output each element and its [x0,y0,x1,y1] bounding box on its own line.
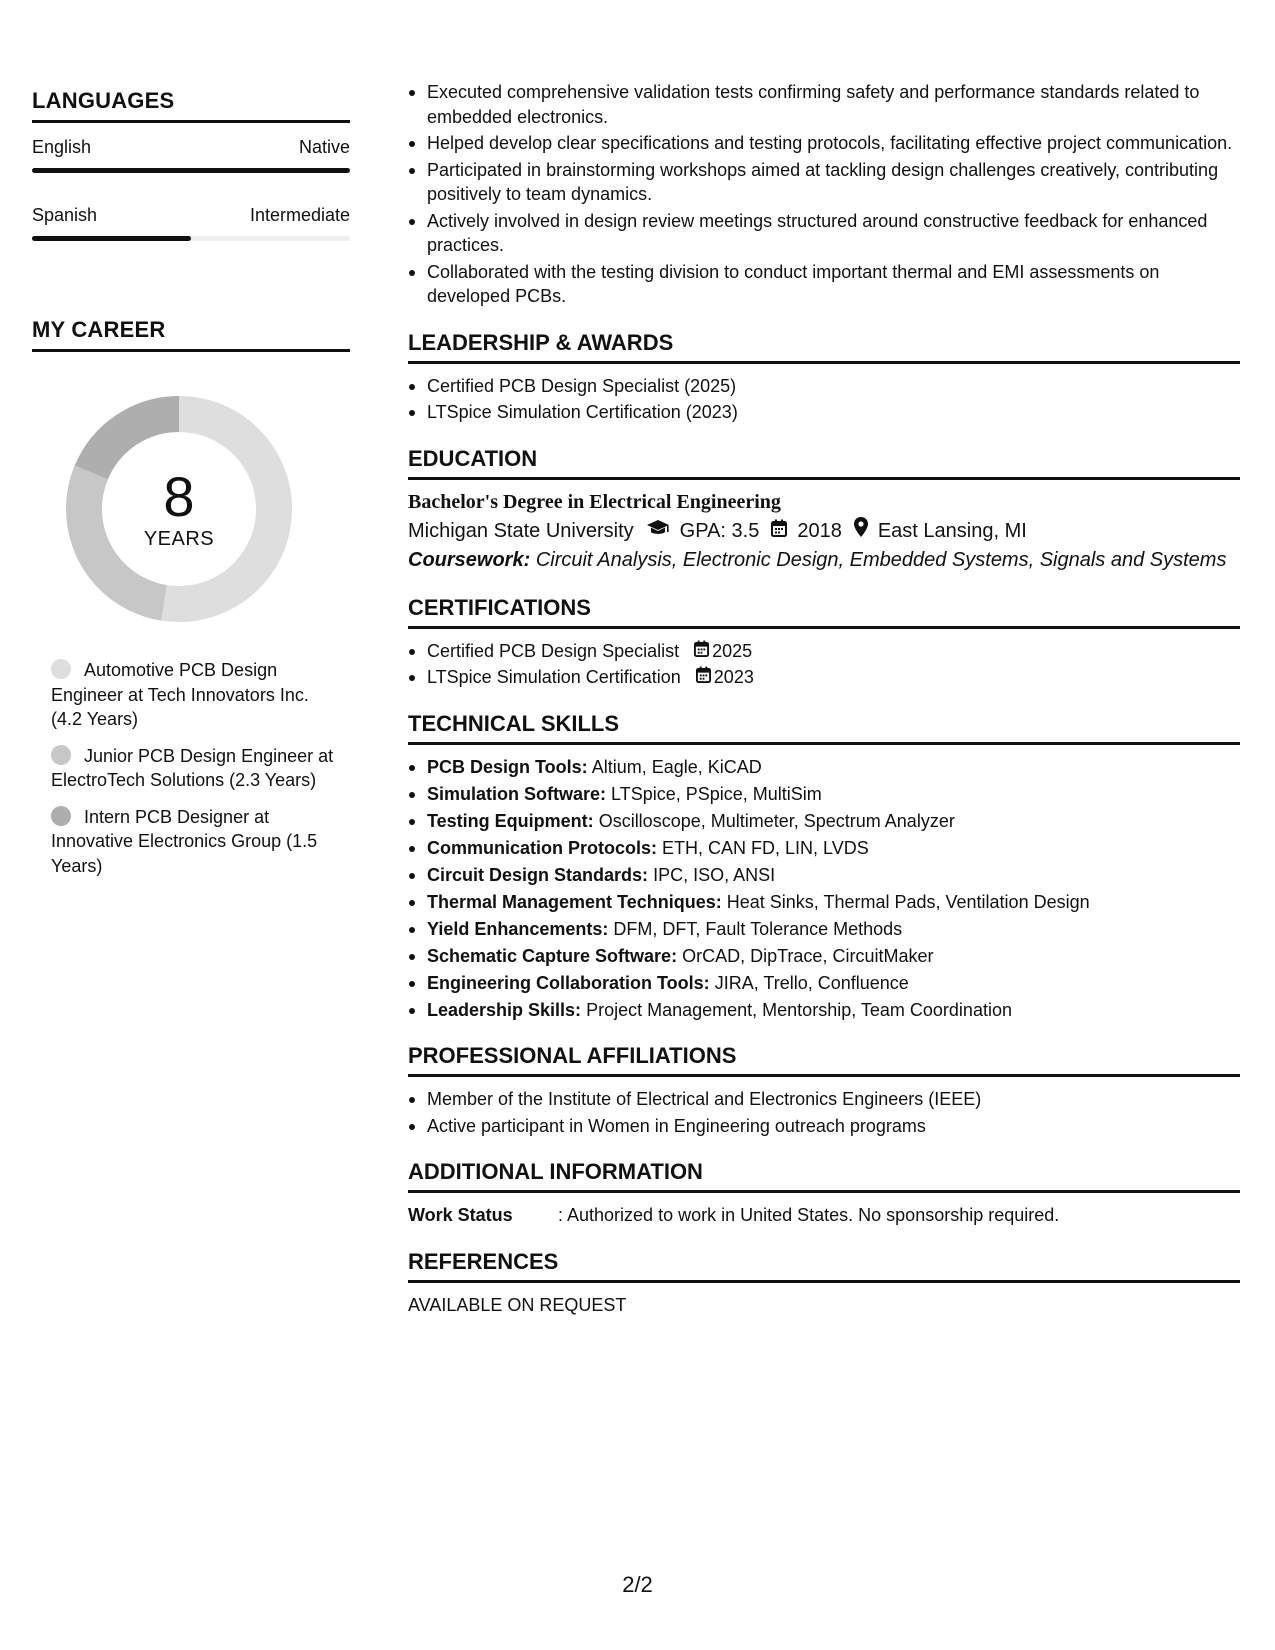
language-bar [32,168,350,173]
map-pin-icon [854,516,868,546]
work-status-row [408,1203,1240,1228]
certification-year: 2023 [713,667,754,687]
skills-section [408,710,1240,1023]
list-item: Certified PCB Design Specialist (2025) [408,374,1240,399]
list-item [408,755,1240,780]
legend-label: Automotive PCB Design Engineer at Tech Innovators Inc. (4.2 Years) [51,660,309,729]
language-bar [32,236,350,241]
legend-item [51,658,341,732]
affiliations-section [408,1042,1240,1138]
calendar-icon [771,516,787,546]
legend-label: Intern PCB Designer at Innovative Electronics Group (1.5 Years) [51,806,318,876]
leadership-title: LEADERSHIP & AWARDS [408,329,1240,364]
degree-title: Bachelor's Degree in Electrical Engineering [408,490,781,513]
calendar-icon [694,639,712,664]
skill-value: LTSpice, PSpice, MultiSim [611,783,822,804]
language-english [32,137,350,173]
legend-label: Junior PCB Design Engineer at ElectroTech Solutions (2.3 Years) [51,745,334,790]
graduation-cap-icon [646,516,670,546]
career-title: MY CAREER [32,317,350,352]
skill-label: Communication Protocols: [427,837,658,858]
skill-label: Thermal Management Techniques: [427,891,722,912]
skill-label: Yield Enhancements: [427,918,609,939]
language-bar-fill [32,168,350,173]
career-legend [51,658,341,878]
list-item: LTSpice Simulation Certification (2023) [408,400,1240,425]
language-level: Native [298,137,350,157]
list-item [408,917,1240,942]
legend-dot [51,806,71,826]
list-item: Helped develop clear specifications and testing protocols, facilitating effective project communication. [408,131,1240,156]
list-item [408,971,1240,996]
language-name: English [32,137,92,157]
list-item [408,639,1240,664]
language-name: Spanish [32,205,98,225]
career-total-number: 8 [163,464,195,528]
coursework [408,546,1240,574]
career-total-unit: YEARS [143,527,215,550]
skill-value: JIRA, Trello, Confluence [714,972,909,993]
skill-value: Oscilloscope, Multimeter, Spectrum Analyzer [598,810,955,831]
gpa: GPA: 3.5 [679,519,760,542]
education-details [408,516,1240,546]
calendar-icon [696,665,714,690]
affiliations-title: PROFESSIONAL AFFILIATIONS [408,1042,1240,1077]
languages-title: LANGUAGES [32,88,350,123]
graduation-year: 2018 [797,519,842,542]
skill-label: PCB Design Tools: [427,756,588,777]
legend-dot [51,659,71,679]
skills-title: TECHNICAL SKILLS [408,710,1240,745]
list-item [408,890,1240,915]
career-donut-chart [66,396,292,622]
right-column [408,80,1240,1317]
skill-value: ETH, CAN FD, LIN, LVDS [662,837,869,858]
skill-label: Simulation Software: [427,783,607,804]
language-spanish [32,205,350,241]
skill-label: Engineering Collaboration Tools: [427,972,710,993]
skill-label: Circuit Design Standards: [427,864,649,885]
education-location: East Lansing, MI [877,519,1027,542]
list-item: Participated in brainstorming workshops aimed at tackling design challenges creatively, contributing positively to team dynamics. [408,158,1240,207]
list-item [408,944,1240,969]
additional-section [408,1158,1240,1228]
education-section [408,445,1240,574]
legend-item [51,744,341,793]
work-status-label: Work Status [408,1205,513,1225]
leadership-section [408,329,1240,425]
skill-value: DFM, DFT, Fault Tolerance Methods [613,918,903,939]
skill-label: Leadership Skills: [427,999,582,1020]
certification-name: Certified PCB Design Specialist [427,640,680,661]
experience-bullets [408,80,1240,309]
list-item [408,836,1240,861]
left-column [32,88,350,890]
education-title: EDUCATION [408,445,1240,480]
list-item: Collaborated with the testing division to conduct important thermal and EMI assessments on developed PCBs. [408,260,1240,309]
references-text: AVAILABLE ON REQUEST [408,1294,627,1315]
legend-item [51,805,341,879]
skill-value: IPC, ISO, ANSI [653,864,776,885]
skill-value: Project Management, Mentorship, Team Coordination [586,999,1012,1020]
skill-value: Altium, Eagle, KiCAD [591,756,762,777]
certification-year: 2025 [712,640,753,661]
list-item [408,782,1240,807]
work-status-value: : Authorized to work in United States. No sponsorship required. [558,1205,1060,1225]
skill-value: OrCAD, DipTrace, CircuitMaker [682,945,934,966]
coursework-list: Circuit Analysis, Electronic Design, Embedded Systems, Signals and Systems [535,548,1227,571]
list-item [408,809,1240,834]
coursework-label: Coursework: [408,548,531,571]
references-title: REFERENCES [408,1248,1240,1283]
list-item: Executed comprehensive validation tests confirming safety and performance standards related to embedded electronics. [408,80,1240,129]
skill-label: Schematic Capture Software: [427,945,678,966]
list-item [408,665,1240,690]
references-section [408,1248,1240,1318]
list-item [408,863,1240,888]
legend-dot [51,745,71,765]
skill-value: Heat Sinks, Thermal Pads, Ventilation Design [726,891,1090,912]
list-item: Actively involved in design review meetings structured around constructive feedback for enhanced practices. [408,209,1240,258]
language-bar-fill [32,236,191,241]
school-name: Michigan State University [408,519,634,542]
language-level: Intermediate [249,205,350,225]
certifications-title: CERTIFICATIONS [408,594,1240,629]
page-number: 2/2 [622,1572,653,1597]
list-item [408,998,1240,1023]
skill-label: Testing Equipment: [427,810,594,831]
certifications-section [408,594,1240,690]
list-item: Active participant in Women in Engineering outreach programs [408,1114,1240,1139]
additional-title: ADDITIONAL INFORMATION [408,1158,1240,1193]
certification-name: LTSpice Simulation Certification [427,667,681,687]
list-item: Member of the Institute of Electrical and Electronics Engineers (IEEE) [408,1087,1240,1112]
